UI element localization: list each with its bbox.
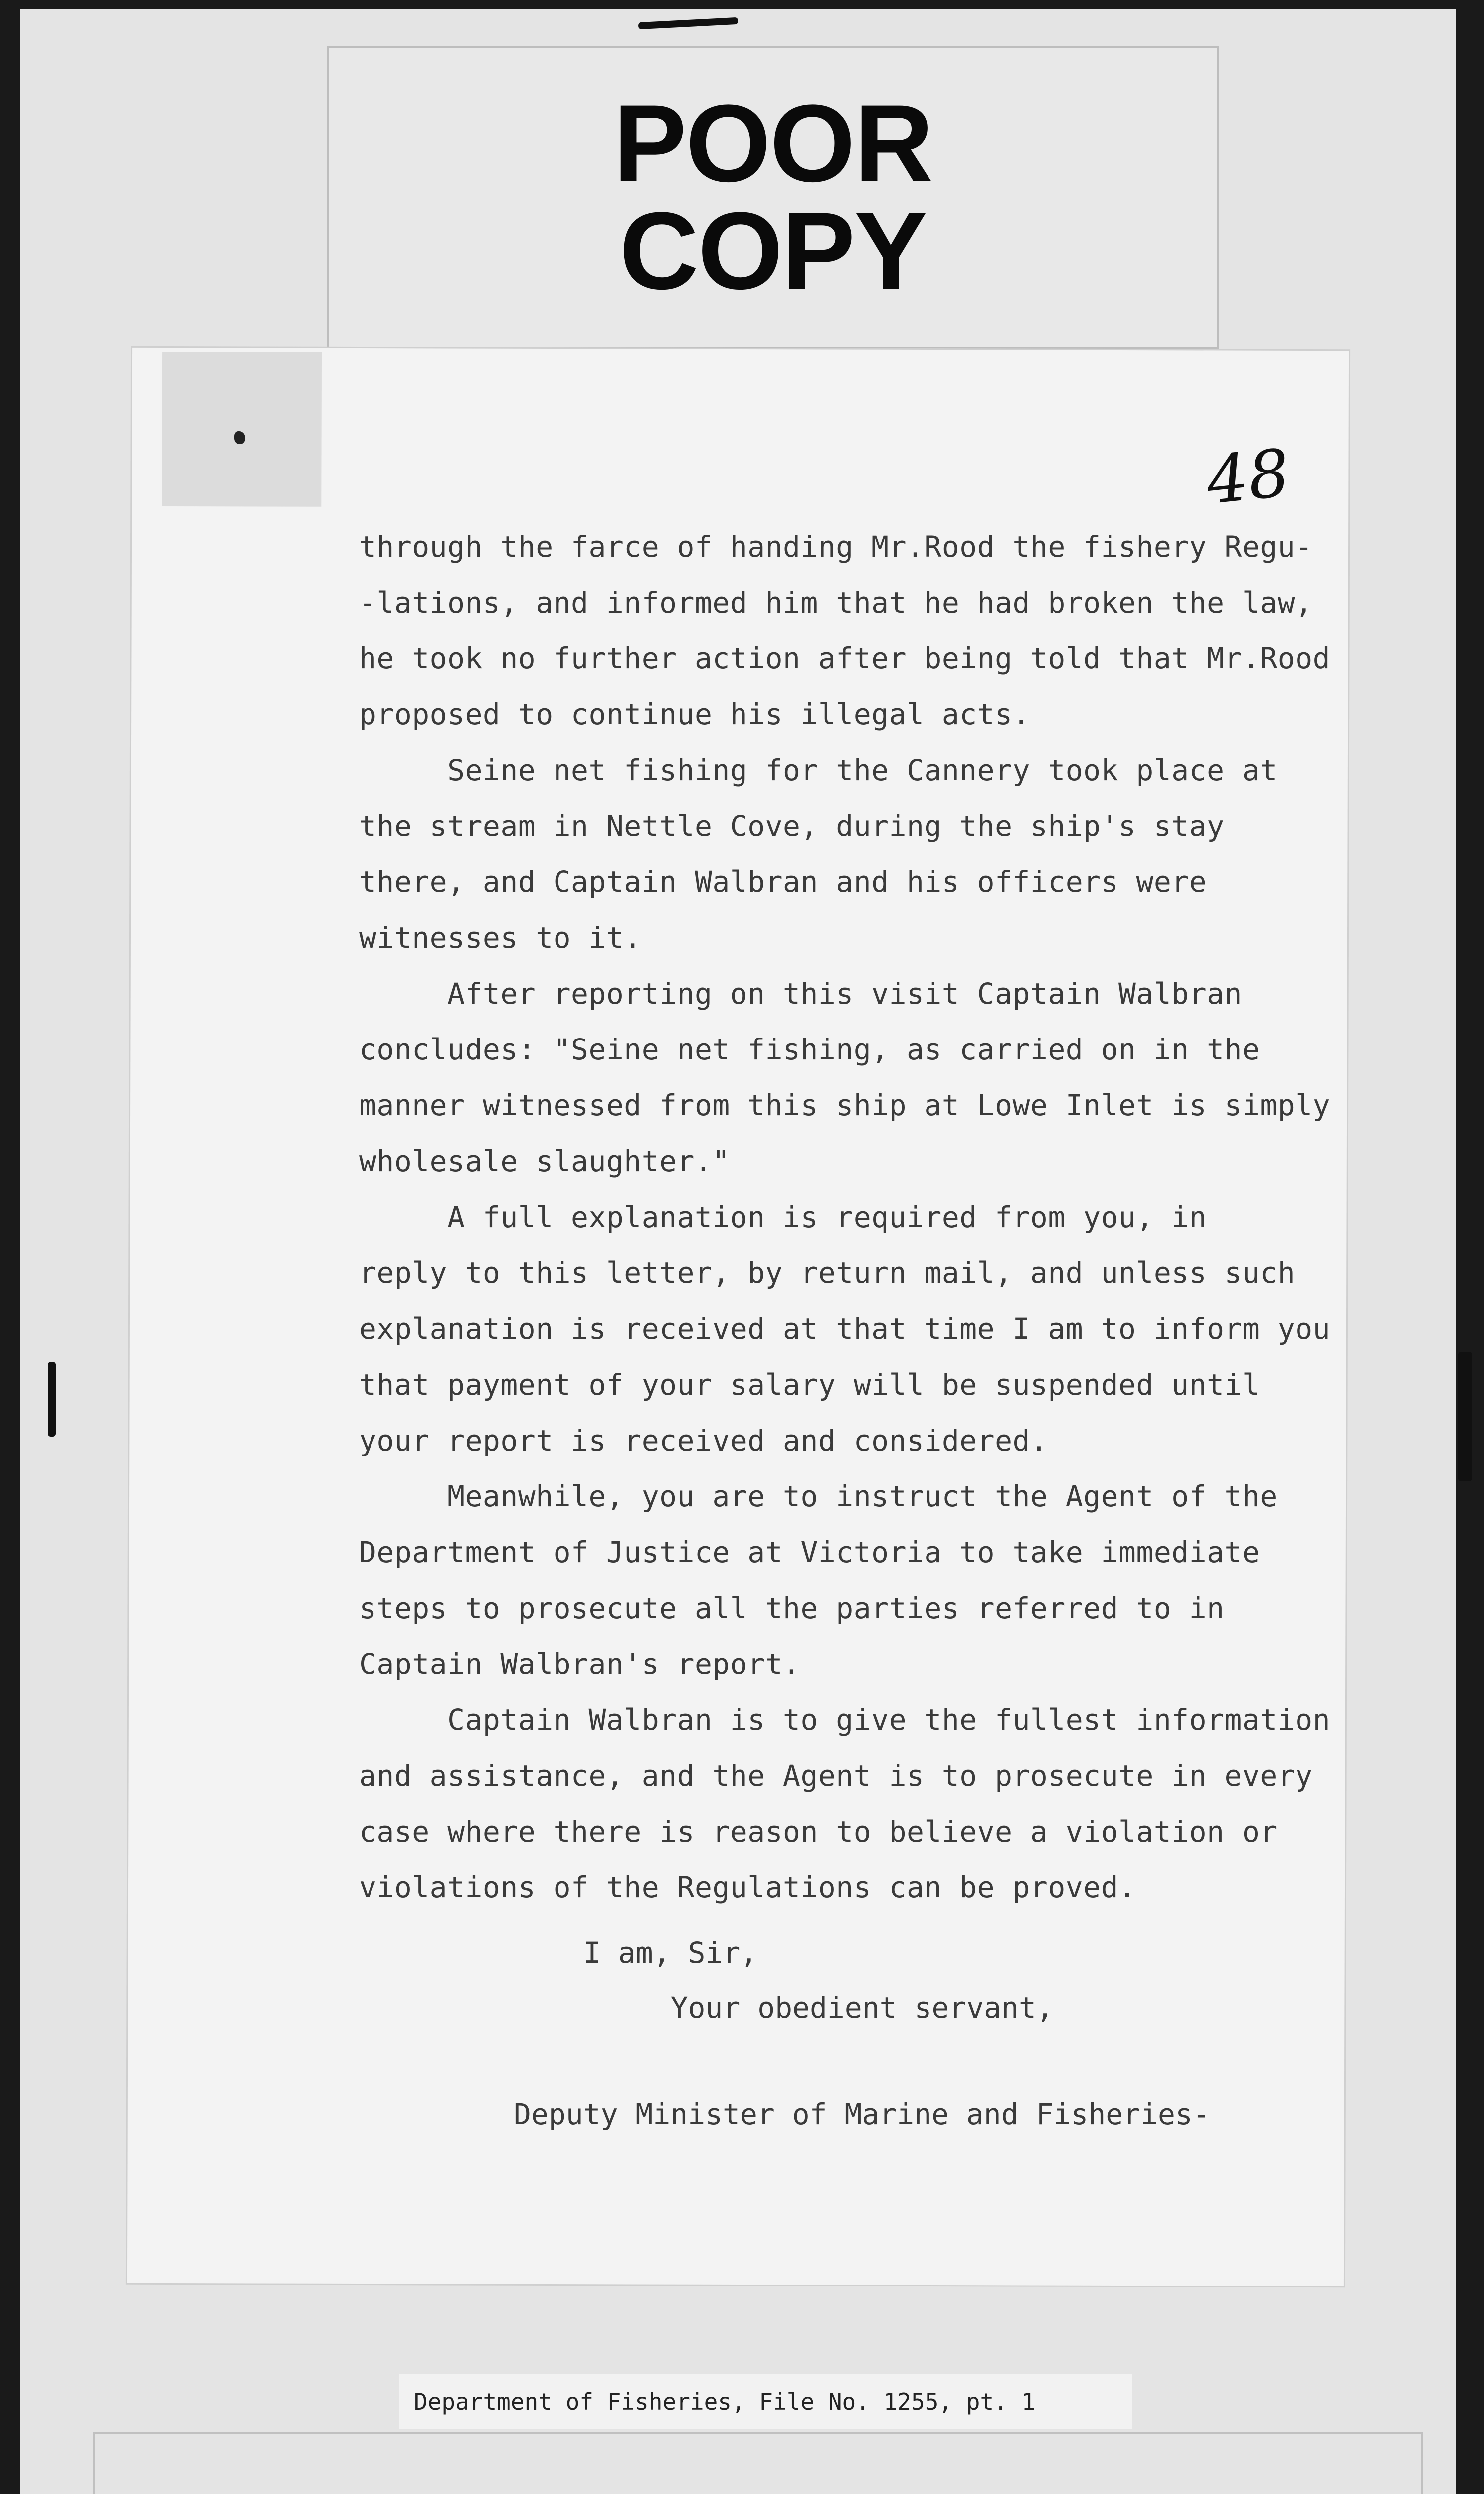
letter-line: that payment of your salary will be suspended until xyxy=(359,1368,1260,1402)
letter-line: proposed to continue his illegal acts. xyxy=(359,697,1030,731)
letter-line: your report is received and considered. xyxy=(359,1424,1048,1457)
letter-closing xyxy=(583,1925,1054,2035)
handwritten-page-number: 48 xyxy=(1203,434,1293,519)
letter-line: After reporting on this visit Captain Walbran xyxy=(359,977,1242,1011)
letter-line: -lations, and informed him that he had broken the law, xyxy=(359,586,1313,620)
letter-line: he took no further action after being told that Mr.Rood xyxy=(359,641,1331,675)
letter-line: witnesses to it. xyxy=(359,921,642,955)
closing-servant: Your obedient servant, xyxy=(583,1991,1054,2025)
letter-line: there, and Captain Walbran and his officers were xyxy=(359,865,1207,899)
letter-line: the stream in Nettle Cove, during the ship's stay xyxy=(359,809,1225,843)
poor-copy-stamp xyxy=(329,48,1217,347)
film-edge-mark xyxy=(48,1362,56,1437)
signature-line: Deputy Minister of Marine and Fisheries- xyxy=(514,2097,1210,2131)
letter-line: explanation is received at that time I am to inform you xyxy=(359,1312,1331,1346)
letter-line: Captain Walbran's report. xyxy=(359,1647,801,1681)
file-reference-label: Department of Fisheries, File No. 1255, pt. 1 xyxy=(399,2374,1132,2429)
letter-line: wholesale slaughter." xyxy=(359,1144,730,1178)
letter-line: violations of the Regulations can be proved. xyxy=(359,1870,1136,1904)
film-edge-mark xyxy=(1458,1352,1472,1481)
letter-body xyxy=(359,519,1331,1915)
public-archives-stamp xyxy=(95,2434,1421,2494)
speck-mark xyxy=(234,431,245,444)
letter-line: Meanwhile, you are to instruct the Agent of the xyxy=(359,1479,1278,1513)
letter-line: manner witnessed from this ship at Lowe Inlet is simply xyxy=(359,1088,1331,1122)
letter-line: A full explanation is required from you, in xyxy=(359,1200,1207,1234)
letter-line: case where there is reason to believe a violation or xyxy=(359,1815,1278,1849)
letter-line: and assistance, and the Agent is to prosecute in every xyxy=(359,1759,1313,1793)
poor-copy-line1: POOR xyxy=(613,82,932,205)
letter-line: reply to this letter, by return mail, and unless such xyxy=(359,1256,1296,1290)
corner-tab xyxy=(162,352,322,507)
letter-line: Seine net fishing for the Cannery took place at xyxy=(359,753,1278,787)
letter-line: Department of Justice at Victoria to take immediate xyxy=(359,1535,1260,1569)
letter-line: steps to prosecute all the parties referred to in xyxy=(359,1591,1225,1625)
letter-line: Captain Walbran is to give the fullest information xyxy=(359,1703,1331,1737)
poor-copy-line2: COPY xyxy=(619,190,927,312)
closing-salutation: I am, Sir, xyxy=(583,1936,758,1970)
letter-line: through the farce of handing Mr.Rood the fishery Regu- xyxy=(359,530,1313,564)
letter-line: concludes: "Seine net fishing, as carried on in the xyxy=(359,1033,1260,1066)
